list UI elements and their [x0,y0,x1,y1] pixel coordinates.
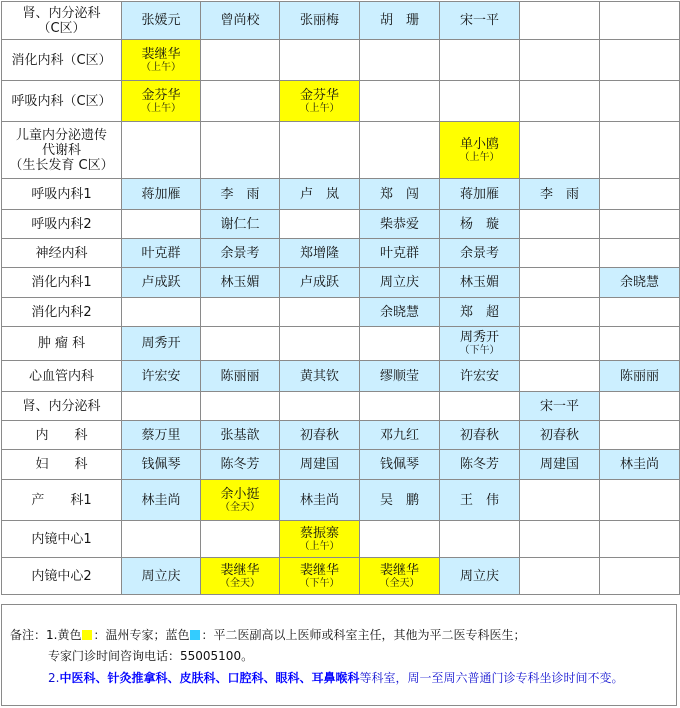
table-row [2,298,680,327]
table-row [2,40,680,81]
doctor-cell [600,298,680,327]
doctor-name: 金芬华 [141,87,181,103]
table-row [2,81,680,122]
table-row [2,2,680,40]
doctor-name: 周建国 [299,457,339,472]
department-cell [2,392,122,421]
doctor-name: 陈丽丽 [619,368,659,384]
doctor-name: 叶克群 [141,245,181,261]
doctor-cell [600,268,680,298]
doctor-name: 周立庆 [141,568,181,584]
department-name: 心血管内科 [28,368,94,384]
doctor-cell [122,210,201,239]
doctor-name: 裴继华 [220,562,260,578]
doctor-cell [440,421,520,450]
doctor-name: 余小挺 [220,486,260,502]
table-row [2,361,680,392]
table-row [2,480,680,521]
department-cell [2,361,122,392]
doctor-name: 蔡振寨 [299,525,339,541]
doctor-cell [600,239,680,268]
doctor-name: 裴继华 [299,562,339,578]
doctor-cell [440,450,520,480]
clinic-schedule-table [1,1,680,595]
doctor-name: 林圭尚 [619,457,659,472]
department-cell [2,327,122,361]
table-row [2,392,680,421]
doctor-name: 林玉媚 [220,275,260,290]
department-cell [2,179,122,210]
doctor-name: 初春秋 [539,427,579,443]
doctor-cell [440,239,520,268]
doctor-cell [122,40,201,81]
doctor-name: 周秀开 [459,330,499,345]
doctor-cell [280,521,360,558]
doctor-cell [280,327,360,361]
doctor-cell [600,40,680,81]
doctor-name: 蒋加雁 [141,186,181,202]
doctor-name: 宋一平 [459,13,499,28]
doctor-cell [360,40,440,81]
doctor-cell [201,480,280,521]
department-name: 肾、内分泌科 [22,5,101,21]
doctor-name: 郑 超 [459,304,499,320]
doctor-name: 吴 鹏 [379,492,419,508]
doctor-name: 胡 珊 [379,13,419,28]
doctor-name: 金芬华 [299,87,339,103]
doctor-cell [280,480,360,521]
notes-line-1 [10,627,525,644]
doctor-cell [360,421,440,450]
doctor-cell [201,239,280,268]
department-name: 消化内科2 [31,304,92,320]
doctor-cell [280,558,360,595]
doctor-cell [440,521,520,558]
department-cell [2,239,122,268]
doctor-cell [201,298,280,327]
department-name: 呼吸内科（C区） [11,93,112,109]
session-time: （上午） [141,61,181,73]
doctor-name: 裴继华 [379,562,419,578]
doctor-name: 张基歆 [220,427,260,443]
doctor-cell [122,421,201,450]
session-time: （全天） [220,577,260,589]
notes-departments: 中医科、针灸推拿科、皮肤科、口腔科、眼科、耳鼻喉科 [59,671,360,685]
doctor-name: 黄其钦 [299,368,339,384]
doctor-name: 王 伟 [459,492,499,508]
doctor-cell [360,210,440,239]
department-cell [2,81,122,122]
doctor-name: 邓九红 [379,427,419,443]
doctor-cell [201,2,280,40]
doctor-cell [520,81,600,122]
doctor-cell [440,558,520,595]
doctor-cell [280,179,360,210]
department-cell [2,558,122,595]
doctor-name: 曾尚校 [220,13,260,28]
doctor-cell [600,81,680,122]
doctor-cell [201,361,280,392]
doctor-cell [122,298,201,327]
table-row [2,239,680,268]
doctor-name: 单小鸥 [459,136,499,152]
table-row [2,122,680,179]
doctor-cell [600,2,680,40]
doctor-cell [440,40,520,81]
doctor-cell [520,361,600,392]
doctor-cell [122,179,201,210]
doctor-name: 柴恭爱 [379,216,419,232]
doctor-cell [520,450,600,480]
doctor-cell [520,480,600,521]
table-row [2,450,680,480]
doctor-cell [201,40,280,81]
doctor-name: 陈冬芳 [459,457,499,472]
doctor-cell [360,558,440,595]
doctor-cell [360,2,440,40]
department-name: 产 科1 [31,492,92,508]
doctor-name: 林玉媚 [459,275,499,290]
doctor-cell [280,268,360,298]
doctor-name: 钱佩琴 [379,457,419,472]
doctor-name: 卢 岚 [299,186,339,202]
doctor-cell [360,450,440,480]
doctor-name: 卢成跃 [299,275,339,290]
doctor-cell [122,327,201,361]
doctor-cell [440,361,520,392]
doctor-cell [360,480,440,521]
doctor-cell [201,558,280,595]
doctor-name: 余晓慧 [619,275,659,290]
doctor-cell [600,450,680,480]
notes-prefix: 备注：1.黄色 [10,628,82,642]
doctor-cell [440,327,520,361]
doctor-cell [520,558,600,595]
session-time: （下午） [459,345,500,356]
doctor-cell [360,239,440,268]
doctor-cell [440,122,520,179]
department-name: 内镜中心1 [31,531,92,547]
doctor-name: 张丽梅 [299,13,339,28]
doctor-cell [280,421,360,450]
doctor-cell [360,298,440,327]
doctor-name: 郑增隆 [299,245,339,261]
department-cell [2,122,122,179]
doctor-name: 余景考 [459,245,499,261]
schedule-body [2,2,680,595]
schedule-page [0,1,680,708]
doctor-name: 谢仁仁 [220,216,260,232]
doctor-name: 张媛元 [141,13,181,28]
session-time: （上午） [141,102,181,114]
doctor-cell [600,210,680,239]
blue-swatch-icon [190,630,200,640]
department-name: 神经内科 [35,245,88,261]
doctor-name: 周建国 [539,457,579,472]
doctor-name: 林圭尚 [299,492,339,508]
doctor-cell [520,392,600,421]
department-name: 代谢科 [41,142,81,158]
doctor-name: 初春秋 [459,427,499,443]
doctor-name: 周立庆 [459,568,499,584]
doctor-cell [280,361,360,392]
doctor-name: 陈冬芳 [220,457,260,472]
doctor-cell [440,392,520,421]
doctor-cell [360,179,440,210]
doctor-cell [520,327,600,361]
doctor-cell [280,2,360,40]
table-row [2,521,680,558]
department-cell [2,40,122,81]
doctor-cell [122,268,201,298]
department-name: 消化内科（C区） [11,52,112,68]
doctor-cell [280,210,360,239]
blue-legend-text: ：平二医副高以上医师或科室主任，其他为平二医专科医生； [201,628,526,642]
doctor-cell [122,122,201,179]
doctor-name: 陈丽丽 [220,368,260,384]
department-name: （生长发育 C区） [9,157,114,173]
doctor-cell [280,298,360,327]
doctor-name: 蔡万里 [141,427,181,443]
doctor-cell [201,392,280,421]
doctor-name: 许宏安 [141,368,181,384]
doctor-cell [600,480,680,521]
notes-num-2: 2. [48,671,60,685]
notes-rest: 等科室，周一至周六普通门诊专科坐诊时间不变。 [359,671,624,685]
doctor-cell [520,239,600,268]
department-name: 呼吸内科2 [31,216,92,232]
doctor-cell [360,361,440,392]
doctor-cell [520,298,600,327]
doctor-name: 缪顺莹 [379,368,419,384]
doctor-cell [360,122,440,179]
doctor-cell [280,81,360,122]
doctor-cell [600,421,680,450]
doctor-cell [600,392,680,421]
doctor-cell [122,81,201,122]
department-name: 儿童内分泌遗传 [15,127,107,143]
department-name: 呼吸内科1 [31,186,92,202]
doctor-cell [360,521,440,558]
doctor-cell [360,392,440,421]
doctor-cell [201,268,280,298]
doctor-cell [360,268,440,298]
doctor-cell [440,268,520,298]
doctor-cell [600,361,680,392]
doctor-name: 蒋加雁 [459,186,499,202]
department-name: 内 科 [35,427,88,443]
department-name: 肿 瘤 科 [37,336,86,351]
doctor-cell [520,421,600,450]
doctor-cell [201,421,280,450]
doctor-cell [280,239,360,268]
department-cell [2,421,122,450]
session-time: （全天） [379,577,420,589]
department-cell [2,2,122,40]
department-name: 妇 科 [35,457,88,472]
doctor-cell [520,210,600,239]
department-cell [2,480,122,521]
session-time: （全天） [220,501,260,513]
department-name: 消化内科1 [31,275,92,290]
doctor-cell [122,521,201,558]
department-name: 内镜中心2 [31,568,92,584]
doctor-cell [122,392,201,421]
doctor-cell [440,179,520,210]
department-cell [2,268,122,298]
yellow-swatch-icon [82,630,92,640]
doctor-cell [520,40,600,81]
doctor-name: 周立庆 [379,275,419,290]
doctor-cell [201,179,280,210]
doctor-name: 余景考 [220,245,260,261]
table-row [2,179,680,210]
doctor-cell [201,521,280,558]
doctor-name: 李 雨 [220,186,260,202]
doctor-name: 叶克群 [379,245,419,261]
doctor-cell [280,40,360,81]
department-name: （C区） [37,20,86,36]
session-time: （下午） [299,577,340,589]
doctor-cell [122,558,201,595]
doctor-cell [280,122,360,179]
department-cell [2,450,122,480]
notes-box [1,604,677,706]
doctor-cell [280,392,360,421]
doctor-cell [440,480,520,521]
doctor-cell [600,122,680,179]
doctor-cell [122,361,201,392]
doctor-cell [280,450,360,480]
doctor-cell [600,558,680,595]
doctor-name: 钱佩琴 [141,457,181,472]
doctor-cell [520,2,600,40]
doctor-cell [600,179,680,210]
doctor-name: 李 雨 [539,186,579,202]
session-time: （上午） [299,540,340,552]
doctor-cell [440,2,520,40]
doctor-cell [201,210,280,239]
session-time: （上午） [459,151,500,163]
doctor-cell [440,210,520,239]
doctor-name: 杨 璇 [459,216,499,232]
notes-line-3 [48,670,623,687]
department-cell [2,521,122,558]
doctor-cell [201,327,280,361]
doctor-cell [520,268,600,298]
table-row [2,268,680,298]
doctor-cell [520,179,600,210]
yellow-legend-text: ：温州专家；蓝色 [93,628,190,642]
table-row [2,210,680,239]
doctor-cell [201,122,280,179]
doctor-name: 余晓慧 [379,304,419,320]
doctor-name: 周秀开 [141,336,181,351]
doctor-name: 裴继华 [141,46,181,62]
session-time: （上午） [299,102,340,114]
table-row [2,558,680,595]
doctor-cell [600,521,680,558]
doctor-name: 郑 闯 [379,186,419,202]
doctor-cell [520,521,600,558]
department-name: 肾、内分泌科 [22,398,101,414]
doctor-cell [122,450,201,480]
department-cell [2,210,122,239]
doctor-cell [600,327,680,361]
doctor-name: 林圭尚 [141,492,181,508]
department-cell [2,298,122,327]
doctor-cell [520,122,600,179]
doctor-cell [122,480,201,521]
doctor-cell [201,450,280,480]
doctor-cell [122,2,201,40]
doctor-cell [360,327,440,361]
doctor-cell [201,81,280,122]
doctor-name: 卢成跃 [141,275,181,290]
doctor-name: 初春秋 [299,427,339,443]
doctor-cell [360,81,440,122]
doctor-name: 宋一平 [539,398,579,414]
table-row [2,421,680,450]
doctor-cell [440,298,520,327]
notes-line-2: 专家门诊时间咨询电话：55005100。 [48,649,254,663]
doctor-name: 许宏安 [459,368,499,384]
doctor-cell [440,81,520,122]
table-row [2,327,680,361]
doctor-cell [122,239,201,268]
